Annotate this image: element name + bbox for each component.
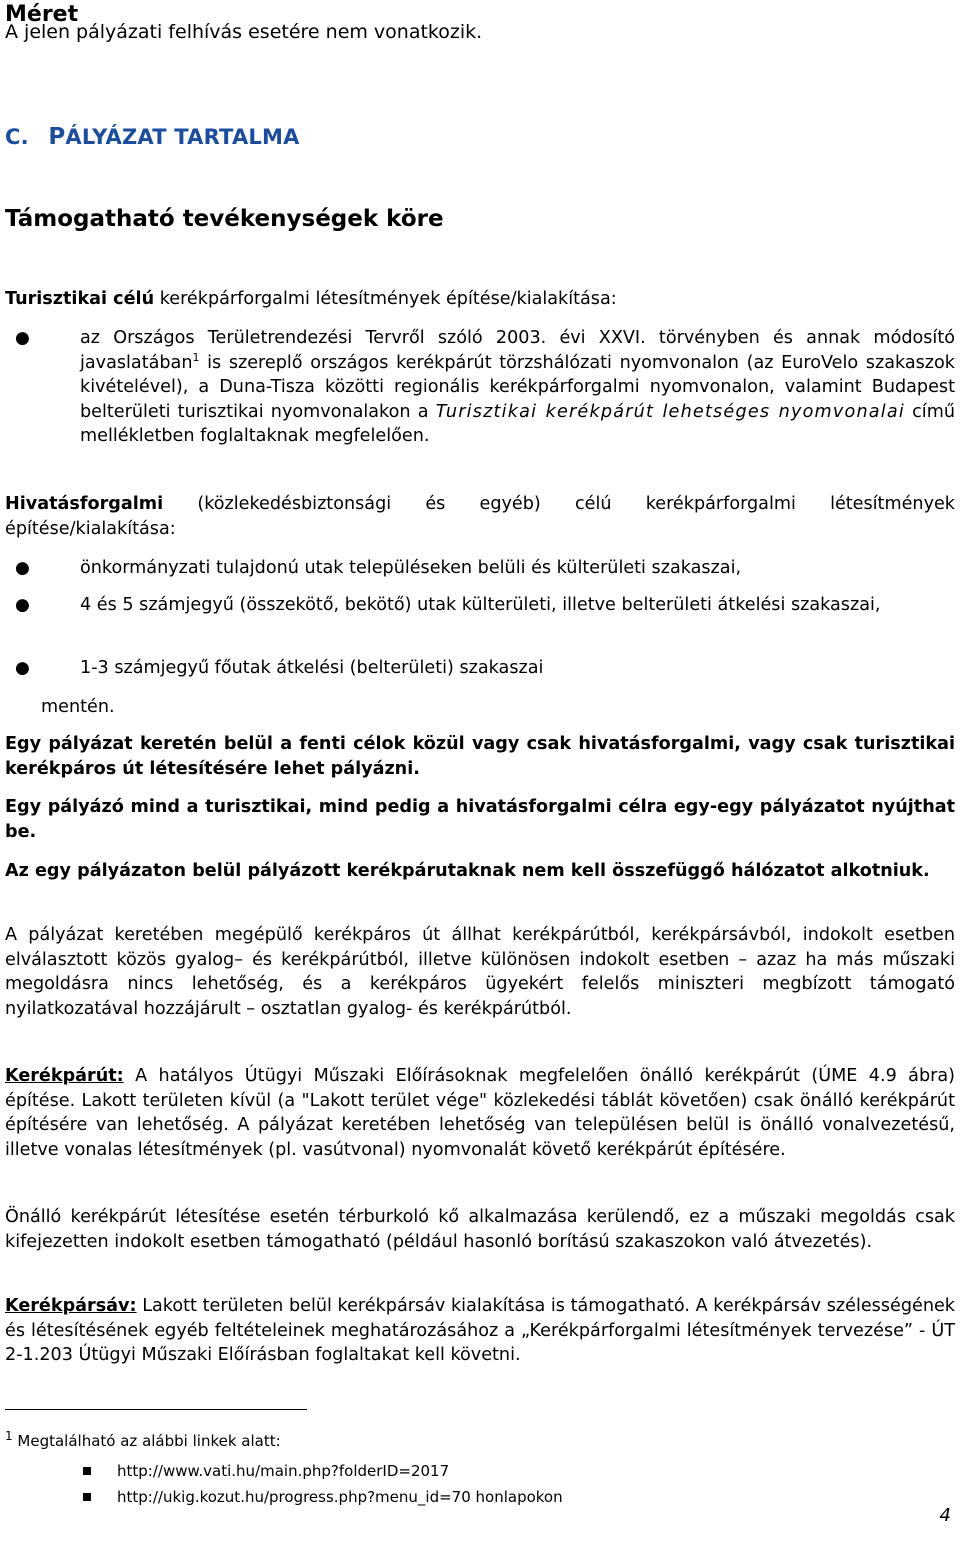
- square-bullet-icon: [83, 1467, 91, 1475]
- commuter-lead: Hivatásforgalmi (közlekedésbiztonsági és egyéb) célú kerékpárforgalmi létesítmények építése/kialakítása:: [5, 494, 955, 539]
- bold-paragraph-2: Egy pályázó mind a turisztikai, mind pedig a hivatásforgalmi célra egy-egy pályázatot nyújthat be.: [5, 797, 955, 842]
- commuter-bullet-2: 4 és 5 számjegyű (összekötő, bekötő) utak külterületi, illetve belterületi átkelési szakaszai,: [80, 595, 881, 615]
- footnote: $^1$ Megtalálható az alábbi linkek alatt:: [5, 1429, 281, 1450]
- commuter-bullet-1: önkormányzati tulajdonú utak településeken belüli és külterületi szakaszai,: [80, 558, 742, 578]
- commuter-bullet-3: 1-3 számjegyű főutak átkelési (belterületi) szakaszai: [80, 658, 544, 678]
- bullet-dot-icon: ●: [15, 328, 30, 348]
- bullet-dot-icon: ●: [15, 595, 30, 615]
- footnote-ref: 1: [192, 350, 200, 364]
- section-title: PÁLYÁZAT TARTALMA: [48, 124, 300, 150]
- meret-heading: Méret: [5, 2, 79, 27]
- tourist-bullet: az Országos Területrendezési Tervről szóló 2003. évi XXVI. törvényben és annak módosító javaslatában$^1$ is szereplő országos kerékpárút törzshálózati nyomvonalon (az EuroVelo szakaszok kivételével), a Duna-Tisza közötti regionális kerékpárforgalmi nyomvonalon, valamint Budapest belterületi turisztikai nyomvonalakon a Turisztikai kerékpárút lehetséges nyomvonalai című mellékletben foglaltaknak megfelelően.: [80, 328, 955, 446]
- commuter-closing: mentén.: [41, 697, 115, 717]
- paragraph-bike-path-types: A pályázat keretében megépülő kerékpáros út állhat kerékpárútból, kerékpársávból, indokolt esetben elválasztott közös gyalog– és kerékpárútból, illetve különösen indokolt esetben – azaz ha más műszaki megoldásra nincs lehetőség, és a kerékpáros ügyekért felelős miniszteri megbízott támogató nyilatkozatával hozzájárult – osztatlan gyalog- és kerékpárútból.: [5, 925, 955, 1019]
- page-number: 4: [939, 1505, 951, 1526]
- square-bullet-icon: [83, 1493, 91, 1501]
- footnote-link-1[interactable]: http://www.vati.hu/main.php?folderID=2017: [117, 1462, 450, 1480]
- section-c-heading: [5, 124, 300, 150]
- bullet-dot-icon: ●: [15, 658, 30, 678]
- footnote-separator: [5, 1409, 307, 1410]
- footnote-link-2[interactable]: http://ukig.kozut.hu/progress.php?menu_id=70 honlapokon: [117, 1488, 563, 1506]
- paragraph-kerekparsav: Kerékpársáv: Lakott területen belül kerékpársáv kialakítása is támogatható. A kerékpársáv szélességének és létesítésének egyéb feltételeinek meghatározásához a „Kerékpárforgalmi létesítmények tervezése” - ÚT 2-1.203 Útügyi Műszaki Előírásban foglaltakat kell követni.: [5, 1296, 955, 1365]
- bullet-dot-icon: ●: [15, 558, 30, 578]
- paragraph-kerekparut: Kerékpárút: A hatályos Útügyi Műszaki Előírásoknak megfelelően önálló kerékpárút (ÚME 4.9 ábra) építése. Lakott területen kívül (a "Lakott terület vége" közlekedési táblát követően) csak önálló kerékpárút építésére van lehetőség. A pályázat keretében lehetőség van településen belül is önálló vonalvezetésű, illetve vonalas létesítmények (pl. vasútvonal) nyomvonalát követő kerékpárút építésére.: [5, 1066, 955, 1160]
- bold-paragraph-1: Egy pályázat keretén belül a fenti célok közül vagy csak hivatásforgalmi, vagy csak turisztikai kerékpáros út létesítésére lehet pályázni.: [5, 734, 955, 779]
- paragraph-paving: Önálló kerékpárút létesítése esetén térburkoló kő alkalmazása kerülendő, ez a műszaki megoldás csak kifejezetten indokolt esetben támogatható (például hasonló borítású szakaszokon való átvezetés).: [5, 1207, 955, 1252]
- section-letter: C.: [5, 125, 29, 149]
- bold-paragraph-3: Az egy pályázaton belül pályázott kerékpárutaknak nem kell összefüggő hálózatot alkotniuk.: [5, 861, 930, 881]
- tourist-lead: Turisztikai célú kerékpárforgalmi létesítmények építése/kialakítása:: [5, 289, 617, 309]
- meret-text: A jelen pályázati felhívás esetére nem vonatkozik.: [5, 21, 483, 43]
- support-heading: Támogatható tevékenységek köre: [5, 206, 444, 232]
